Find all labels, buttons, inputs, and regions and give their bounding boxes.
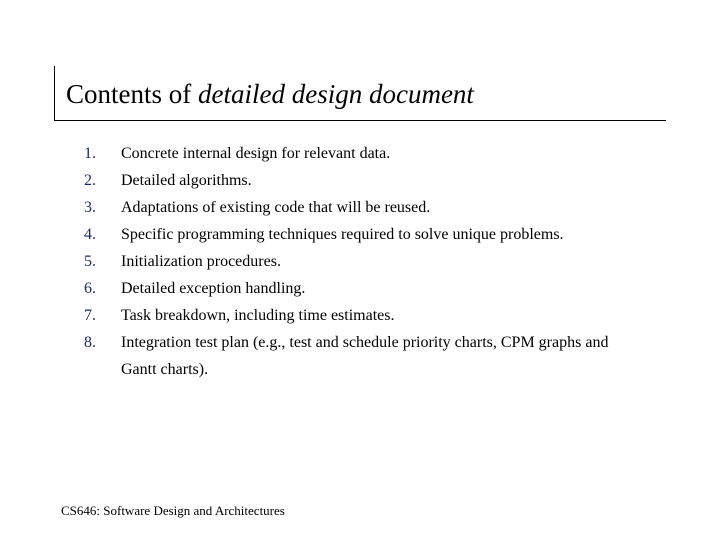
list-item — [84, 275, 644, 302]
list-item-text: Concrete internal design for relevant data. — [121, 145, 391, 162]
slide-title — [66, 76, 474, 112]
list-item-number: 7. — [84, 307, 96, 324]
list-item-text: Task breakdown, including time estimates. — [121, 307, 395, 324]
contents-list — [84, 140, 644, 383]
title-prefix: Contents of — [66, 79, 198, 109]
title-underline-rule — [54, 120, 666, 121]
list-item-number: 8. — [84, 334, 96, 351]
title-emphasis: detailed design document — [198, 79, 474, 109]
list-item — [84, 221, 644, 248]
list-item-number: 3. — [84, 199, 96, 216]
list-item-text: Detailed algorithms. — [121, 172, 252, 189]
list-item-text: Initialization procedures. — [121, 253, 281, 270]
list-item-number: 1. — [84, 145, 96, 162]
title-vertical-rule — [54, 66, 55, 120]
list-item — [84, 167, 644, 194]
list-item-number: 5. — [84, 253, 96, 270]
slide-footer: CS646: Software Design and Architectures — [61, 503, 285, 518]
list-item-text: Specific programming techniques required to solve unique problems. — [121, 226, 564, 243]
list-item-number: 2. — [84, 172, 96, 189]
list-item-number: 4. — [84, 226, 96, 243]
list-item — [84, 140, 644, 167]
list-item — [84, 302, 644, 329]
list-item-number: 6. — [84, 280, 96, 297]
list-item-text: Detailed exception handling. — [121, 280, 306, 297]
list-item — [84, 194, 644, 221]
list-item — [84, 329, 644, 383]
list-item-text: Adaptations of existing code that will be reused. — [121, 199, 431, 216]
list-item-text: Integration test plan (e.g., test and schedule priority charts, CPM graphs and Gantt charts). — [121, 334, 609, 378]
list-item — [84, 248, 644, 275]
